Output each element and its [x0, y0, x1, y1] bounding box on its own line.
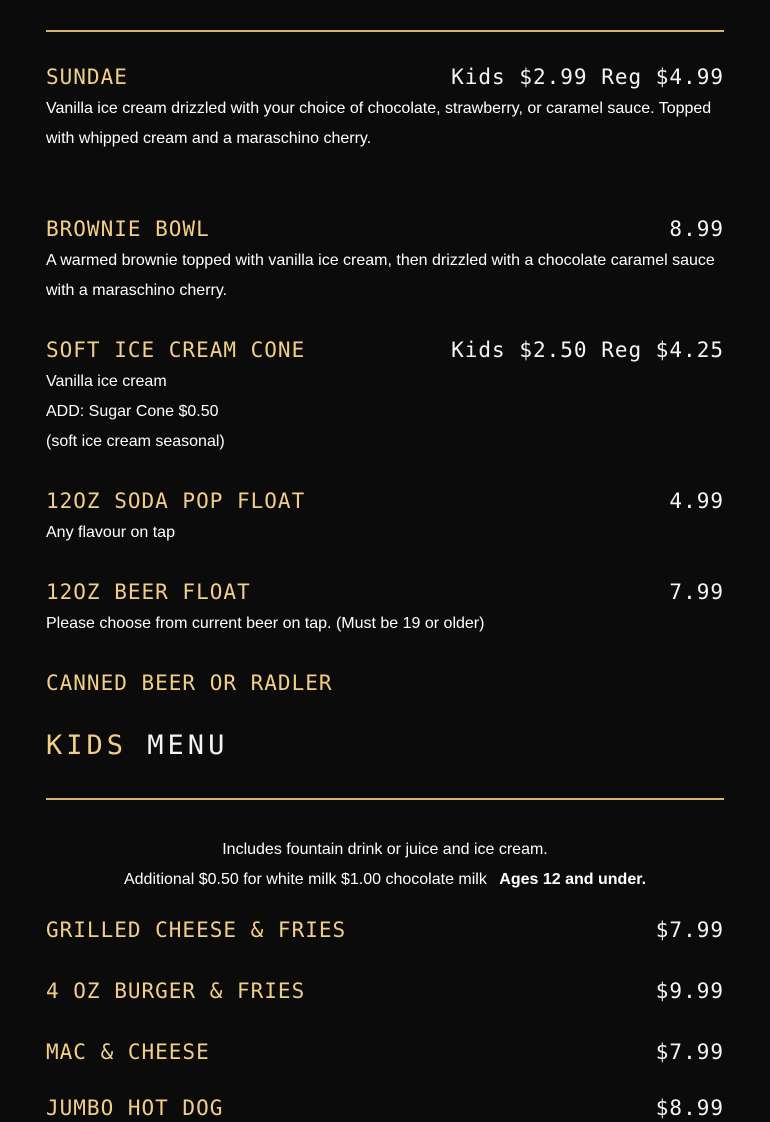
item-price: $7.99: [655, 1040, 724, 1064]
intro-line: [46, 865, 724, 895]
item-name: 12OZ SODA POP FLOAT: [46, 489, 306, 513]
item-description-line: Vanilla ice cream: [46, 373, 167, 390]
menu-item-sundae: [46, 63, 724, 154]
item-price: $9.99: [655, 979, 724, 1003]
kids-item-mac-cheese: [46, 1038, 724, 1066]
item-name: 4 OZ BURGER & FRIES: [46, 979, 306, 1003]
item-name: JUMBO HOT DOG: [46, 1096, 224, 1120]
item-price: $8.99: [655, 1096, 724, 1120]
menu-item-beer-float: [46, 578, 724, 639]
item-name: SUNDAE: [46, 65, 128, 89]
item-description-line: ADD: Sugar Cone $0.50: [46, 403, 219, 420]
item-price: Kids $2.50 Reg $4.25: [451, 338, 724, 362]
item-description-text: A warmed brownie topped with vanilla ice cream, then drizzled with a chocolate caramel sauce with a maraschino cherry.: [46, 252, 715, 299]
heading-word-menu: MENU: [147, 730, 229, 761]
item-description-text: Vanilla ice cream drizzled with your choice of chocolate, strawberry, or caramel sauce. Topped with whipped cream and a maraschino cherry.: [46, 100, 712, 147]
item-name: 12OZ BEER FLOAT: [46, 580, 251, 604]
heading-word-kids: KIDS: [46, 730, 128, 761]
item-name: MAC & CHEESE: [46, 1040, 210, 1064]
item-description: [46, 609, 724, 639]
age-note: Ages 12 and under.: [499, 871, 647, 888]
item-description: [46, 367, 724, 457]
item-description-line: Please choose from current beer on tap. (Must be 19 or older): [46, 615, 485, 632]
kids-item-burger: [46, 977, 724, 1005]
intro-line: Includes fountain drink or juice and ice cream.: [222, 841, 548, 858]
item-price: Kids $2.99 Reg $4.99: [451, 65, 724, 89]
item-description-line: Any flavour on tap: [46, 524, 175, 541]
item-description: [46, 518, 724, 548]
item-price: 4.99: [669, 489, 724, 513]
item-name: CANNED BEER OR RADLER: [46, 671, 333, 695]
divider-kids: [46, 798, 724, 800]
divider-top: [46, 30, 724, 32]
item-name: BROWNIE BOWL: [46, 217, 210, 241]
menu-item-brownie-bowl: [46, 215, 724, 306]
menu-item-soft-ice-cream-cone: [46, 336, 724, 457]
item-name: SOFT ICE CREAM CONE: [46, 338, 306, 362]
kids-item-grilled-cheese: [46, 916, 724, 944]
kids-menu-heading: [46, 728, 228, 764]
item-description: [46, 246, 724, 306]
item-name: GRILLED CHEESE & FRIES: [46, 918, 347, 942]
item-price: 8.99: [669, 217, 724, 241]
kids-menu-intro: [46, 835, 724, 895]
item-description-line: (soft ice cream seasonal): [46, 433, 225, 450]
intro-line-text: Additional $0.50 for white milk $1.00 chocolate milk: [123, 871, 487, 888]
item-description: [46, 94, 724, 154]
item-price: 7.99: [669, 580, 724, 604]
menu-item-soda-pop-float: [46, 487, 724, 548]
kids-item-hot-dog: [46, 1094, 724, 1122]
menu-item-canned-beer: [46, 669, 724, 697]
item-price: $7.99: [655, 918, 724, 942]
